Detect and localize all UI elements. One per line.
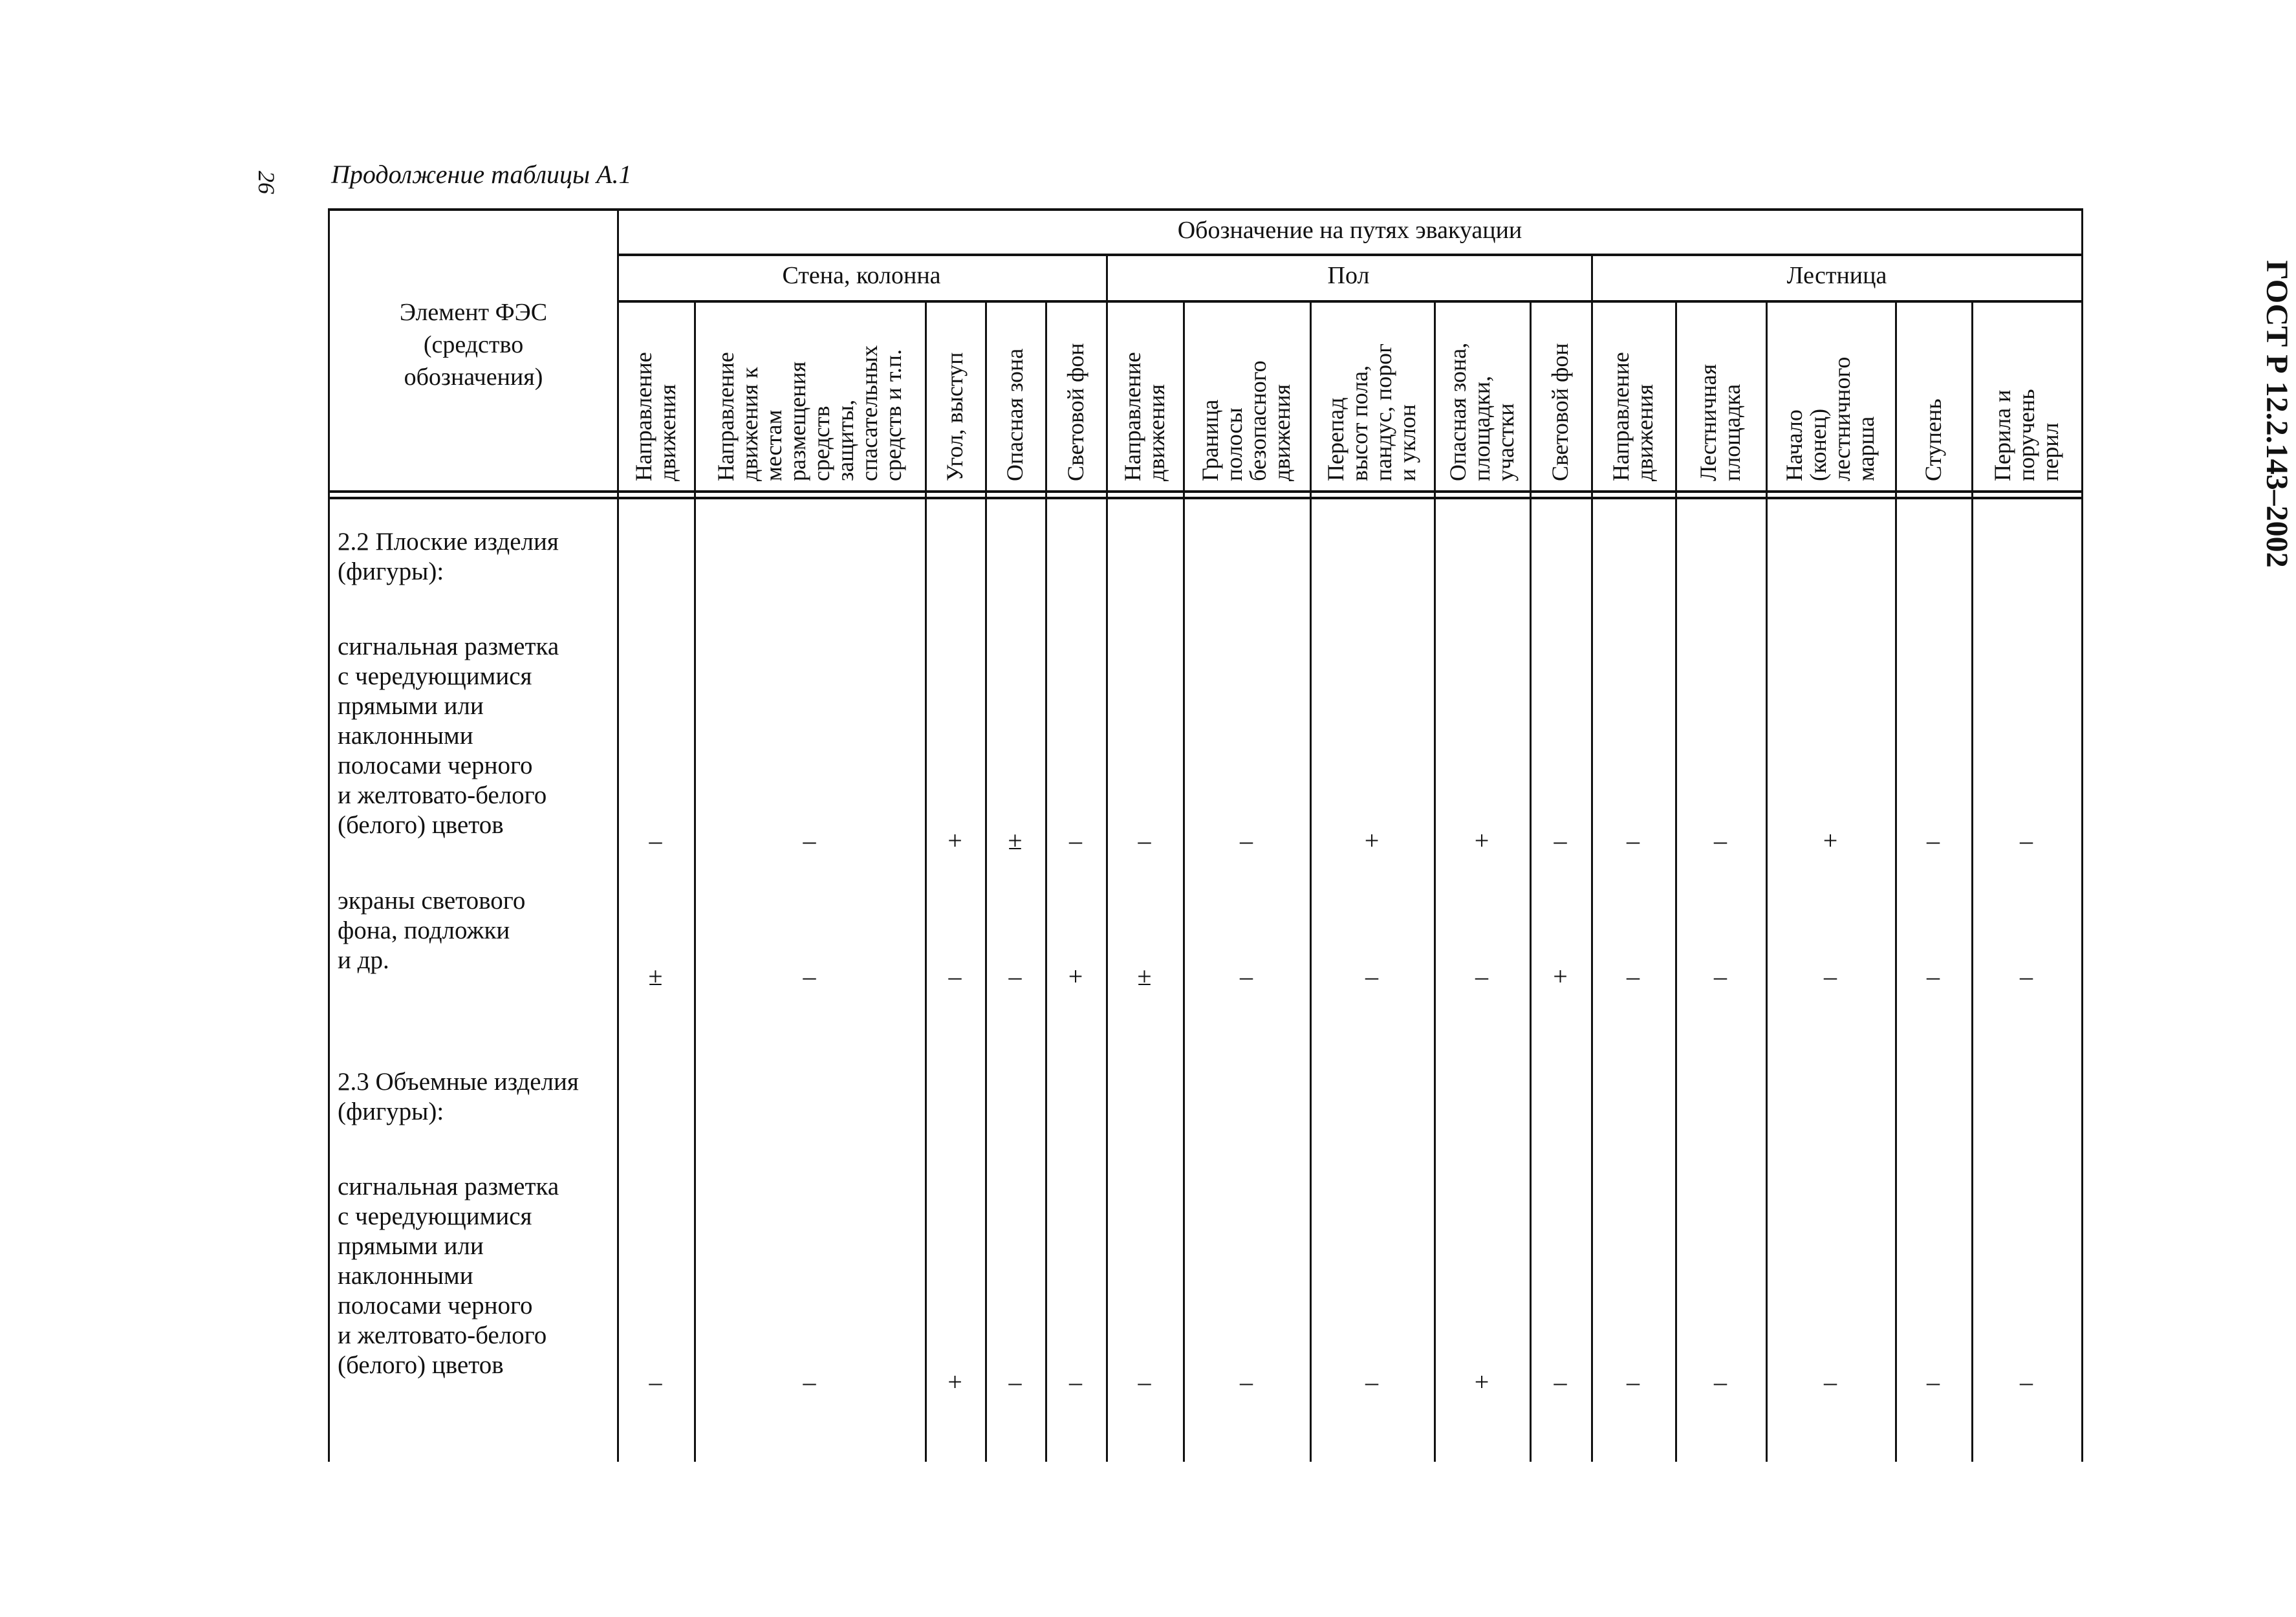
row-label-volume-signal-marking: сигнальная разметка с чередующимися прямыми или наклонными полосами черного и желтовато-белого (белого) цветов (338, 1173, 559, 1379)
table-cell-value: – (1138, 826, 1151, 855)
table-cell-value: + (948, 1367, 962, 1396)
table-caption: Продолжение таблицы А.1 (331, 160, 632, 189)
table-cell-value: – (1927, 1367, 1940, 1396)
table-cell-value: – (1240, 962, 1253, 991)
column-header: Граница полосы безопасного движения (1197, 360, 1295, 481)
table-cell-value: – (649, 1367, 662, 1396)
table-cell-value: – (1365, 962, 1378, 991)
table-cell-value: + (948, 826, 962, 855)
group-divider-pol (1106, 254, 1108, 1462)
table-cell-value: – (803, 1367, 816, 1396)
table-cell-value: ± (648, 962, 663, 991)
column-divider (1766, 300, 1768, 1462)
table-cell-value: – (1475, 962, 1488, 991)
table-cell-value: + (1474, 826, 1489, 855)
table-cell-value: – (1927, 962, 1940, 991)
column-divider (1310, 300, 1312, 1462)
column-header: Направление движения (1608, 352, 1658, 481)
table-cell-value: – (1714, 826, 1727, 855)
column-header: Направление движения (630, 352, 680, 481)
row-label-section-2-3: 2.3 Объемные изделия (фигуры): (338, 1068, 579, 1125)
column-divider (1675, 300, 1677, 1462)
table-cell-value: – (803, 826, 816, 855)
column-header: Ступень (1920, 398, 1946, 481)
column-header: Световой фон (1547, 343, 1573, 481)
table-cell-value: – (1008, 962, 1022, 991)
row-label-section-2-2: 2.2 Плоские изделия (фигуры): (338, 528, 559, 585)
table-cell-value: ± (1008, 826, 1023, 855)
table-cell-value: ± (1137, 962, 1152, 991)
group-header-floor: Пол (1327, 262, 1370, 289)
column-header: Направление движения (1119, 352, 1169, 481)
table-cell-value: + (1823, 826, 1838, 855)
table-top-border (328, 208, 2083, 211)
table-cell-value: – (948, 962, 962, 991)
column-divider (985, 300, 987, 1462)
column-header: Опасная зона (1002, 348, 1028, 481)
column-divider (1895, 300, 1897, 1462)
table-cell-value: – (803, 962, 816, 991)
column-divider (1434, 300, 1436, 1462)
element-column-header: Элемент ФЭС (средство обозначения) (399, 299, 548, 391)
table-cell-value: – (1554, 1367, 1567, 1396)
table-cell-value: – (2020, 962, 2033, 991)
table-cell-value: + (1364, 826, 1380, 855)
column-header: Лестничная площадка (1695, 364, 1745, 481)
table-cell-value: – (1824, 962, 1837, 991)
table-cell-value: + (1474, 1367, 1489, 1396)
table-cell-value: + (1068, 962, 1083, 991)
table-cell-value: – (1138, 1367, 1151, 1396)
header-divider-1 (617, 254, 2083, 256)
table-cell-value: – (1008, 1367, 1022, 1396)
group-header-stairs: Лестница (1786, 262, 1887, 289)
table-cell-value: – (1627, 1367, 1640, 1396)
table-cell-value: – (1069, 1367, 1082, 1396)
table-cell-value: – (1554, 826, 1567, 855)
table-cell-value: – (1627, 962, 1640, 991)
column-divider (694, 300, 696, 1462)
table-cell-value: – (1240, 1367, 1253, 1396)
column-header: Начало (конец) лестничного марша (1781, 356, 1879, 481)
table-cell-value: – (1824, 1367, 1837, 1396)
table-cell-value: – (649, 826, 662, 855)
column-divider (1530, 300, 1532, 1462)
table-cell-value: – (1240, 826, 1253, 855)
column-header: Направление движения к местам размещения средств защиты, спасательных средств и т.п. (712, 345, 906, 481)
column-divider (925, 300, 927, 1462)
column-header: Угол, выступ (942, 352, 968, 481)
group-header-wall: Стена, колонна (782, 262, 941, 289)
table-cell-value: – (1714, 962, 1727, 991)
table-cell-value: – (1069, 826, 1082, 855)
element-column-border (617, 208, 619, 1462)
column-header: Опасная зона, площадки, участки (1444, 342, 1519, 481)
table-cell-value: – (1627, 826, 1640, 855)
column-divider (1045, 300, 1047, 1462)
column-header: Световой фон (1062, 343, 1088, 481)
document-code: ГОСТ Р 12.2.143–2002 (2260, 260, 2294, 568)
table-cell-value: – (1927, 826, 1940, 855)
page-number: 26 (254, 171, 279, 194)
top-header: Обозначение на путях эвакуации (1177, 217, 1522, 244)
table-left-border (328, 208, 330, 1462)
table-right-border (2081, 208, 2083, 1462)
table-cell-value: + (1553, 962, 1568, 991)
row-label-light-screens: экраны светового фона, подложки и др. (338, 887, 526, 974)
group-divider-lestnica (1591, 254, 1593, 1462)
table-cell-value: – (2020, 826, 2033, 855)
column-header: Перепад высот пола, пандус, порог и уклон (1323, 343, 1420, 481)
table-cell-value: – (1714, 1367, 1727, 1396)
table-cell-value: – (2020, 1367, 2033, 1396)
header-divider-2 (617, 300, 2083, 303)
row-label-flat-signal-marking: сигнальная разметка с чередующимися прямыми или наклонными полосами черного и желтовато-белого (белого) цветов (338, 633, 559, 839)
header-bottom-border (328, 490, 2083, 493)
column-divider (1183, 300, 1185, 1462)
column-header: Перила и поручень перил (1989, 389, 2063, 481)
header-bottom-border-double (328, 497, 2083, 499)
column-divider (1971, 300, 1973, 1462)
table-cell-value: – (1365, 1367, 1378, 1396)
